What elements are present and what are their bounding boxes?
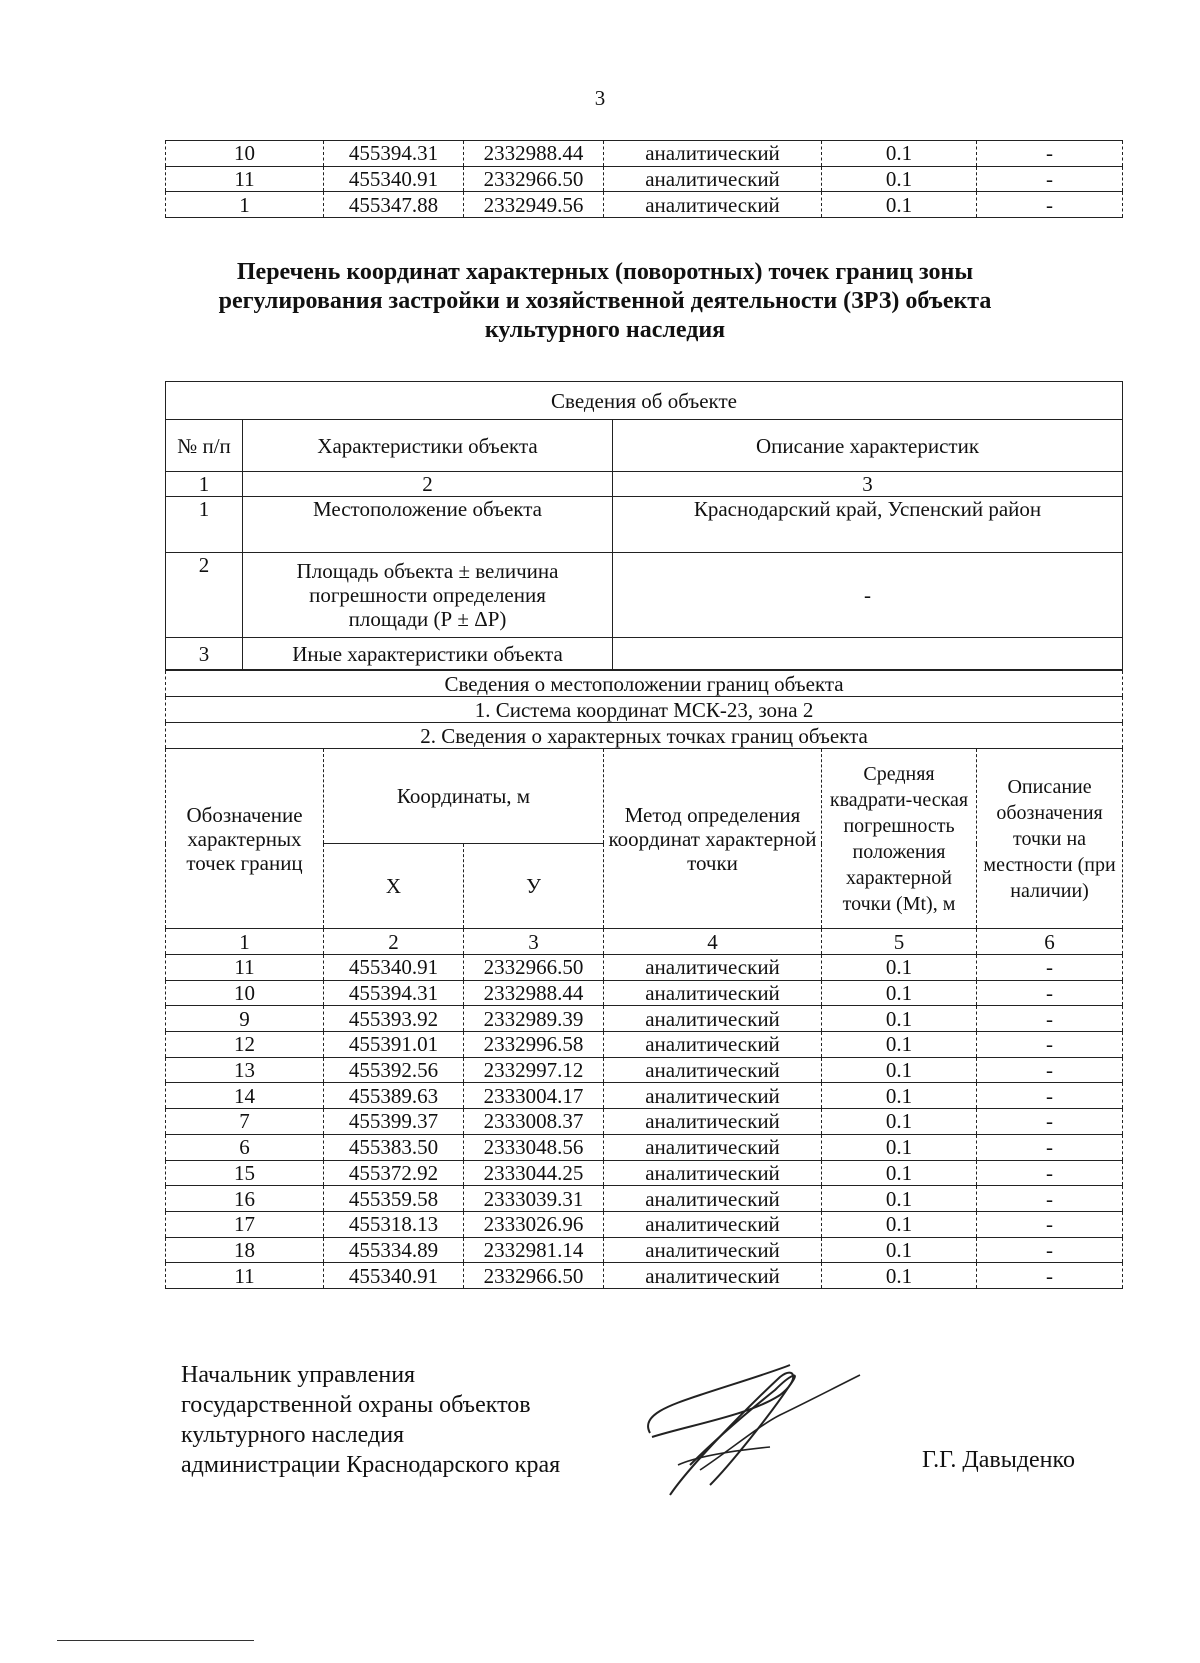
y-cell: 2332966.50 [464, 1263, 604, 1289]
x-cell: 455394.31 [324, 141, 464, 167]
table-row [166, 1134, 1123, 1160]
location-info-header: Сведения о местоположении границ объекта [166, 671, 1123, 697]
table-row [166, 1057, 1123, 1083]
x-cell: 455347.88 [324, 192, 464, 218]
point-id-cell: 12 [166, 1032, 324, 1058]
description-cell: - [977, 1211, 1123, 1237]
col-desc-header: Описание характеристик [613, 420, 1123, 472]
point-id-cell: 7 [166, 1109, 324, 1135]
y-cell: 2332949.56 [464, 192, 604, 218]
method-cell: аналитический [604, 1006, 822, 1032]
points-header: 2. Сведения о характерных точках границ объекта [166, 723, 1123, 749]
col-num-header: № п/п [166, 420, 243, 472]
method-cell: аналитический [604, 1237, 822, 1263]
index-cell: 3 [464, 929, 604, 955]
x-cell: 455372.92 [324, 1160, 464, 1186]
x-cell: 455340.91 [324, 166, 464, 192]
description-cell: - [977, 955, 1123, 981]
description-cell: - [977, 1006, 1123, 1032]
col-method-header: Метод определения координат характерной точки [604, 749, 822, 929]
object-info-table [165, 381, 1123, 670]
table-row [166, 955, 1123, 981]
error-cell: 0.1 [822, 1057, 977, 1083]
x-cell: 455392.56 [324, 1057, 464, 1083]
col-x-header: X [324, 844, 464, 929]
point-id-cell: 9 [166, 1006, 324, 1032]
row-name: Площадь объекта ± величина погрешности определения площади (Р ± ΔР) [243, 553, 613, 638]
table-row [166, 141, 1123, 167]
row-number: 3 [166, 638, 243, 670]
method-cell: аналитический [604, 1160, 822, 1186]
y-cell: 2333026.96 [464, 1211, 604, 1237]
method-cell: аналитический [604, 1263, 822, 1289]
table-row [166, 1032, 1123, 1058]
method-cell: аналитический [604, 1211, 822, 1237]
point-id-cell: 6 [166, 1134, 324, 1160]
error-cell: 0.1 [822, 1186, 977, 1212]
point-id-cell: 10 [166, 141, 324, 167]
x-cell: 455391.01 [324, 1032, 464, 1058]
method-cell: аналитический [604, 1109, 822, 1135]
x-cell: 455389.63 [324, 1083, 464, 1109]
point-id-cell: 1 [166, 192, 324, 218]
row-value: Краснодарский край, Успенский район [613, 497, 1123, 553]
y-cell: 2333004.17 [464, 1083, 604, 1109]
page-number: 3 [594, 86, 606, 110]
row-name: Местоположение объекта [243, 497, 613, 553]
table-row [166, 1186, 1123, 1212]
method-cell: аналитический [604, 166, 822, 192]
description-cell: - [977, 1237, 1123, 1263]
description-cell: - [977, 192, 1123, 218]
y-cell: 2332966.50 [464, 955, 604, 981]
error-cell: 0.1 [822, 1160, 977, 1186]
coordinate-system: 1. Система координат МСК-23, зона 2 [166, 697, 1123, 723]
error-cell: 0.1 [822, 192, 977, 218]
error-cell: 0.1 [822, 955, 977, 981]
point-id-cell: 10 [166, 980, 324, 1006]
y-cell: 2332981.14 [464, 1237, 604, 1263]
y-cell: 2332989.39 [464, 1006, 604, 1032]
y-cell: 2332966.50 [464, 166, 604, 192]
top-coordinates-table [165, 140, 1123, 218]
col-error-header: Средняя квадрати-ческая погрешность положения характерной точки (Мt), м [822, 749, 977, 929]
method-cell: аналитический [604, 1032, 822, 1058]
table-row [166, 1160, 1123, 1186]
method-cell: аналитический [604, 1083, 822, 1109]
description-cell: - [977, 1032, 1123, 1058]
description-cell: - [977, 1186, 1123, 1212]
error-cell: 0.1 [822, 1032, 977, 1058]
x-cell: 455383.50 [324, 1134, 464, 1160]
col-designation-header: Обозначение характерных точек границ [166, 749, 324, 929]
method-cell: аналитический [604, 192, 822, 218]
method-cell: аналитический [604, 1057, 822, 1083]
col-description-header: Описание обозначения точки на местности (при наличии) [977, 749, 1123, 929]
description-cell: - [977, 1057, 1123, 1083]
index-cell: 6 [977, 929, 1123, 955]
description-cell: - [977, 1109, 1123, 1135]
description-cell: - [977, 141, 1123, 167]
error-cell: 0.1 [822, 166, 977, 192]
y-cell: 2333039.31 [464, 1186, 604, 1212]
point-id-cell: 11 [166, 166, 324, 192]
error-cell: 0.1 [822, 1083, 977, 1109]
index-cell: 5 [822, 929, 977, 955]
index-cell: 2 [243, 472, 613, 497]
point-id-cell: 15 [166, 1160, 324, 1186]
col-coords-header: Координаты, м [324, 749, 604, 844]
col-y-header: У [464, 844, 604, 929]
row-name: Иные характеристики объекта [243, 638, 613, 670]
x-cell: 455359.58 [324, 1186, 464, 1212]
error-cell: 0.1 [822, 1211, 977, 1237]
table-row [166, 166, 1123, 192]
method-cell: аналитический [604, 141, 822, 167]
description-cell: - [977, 980, 1123, 1006]
method-cell: аналитический [604, 1186, 822, 1212]
table-row [166, 980, 1123, 1006]
point-id-cell: 13 [166, 1057, 324, 1083]
handwritten-signature [630, 1355, 870, 1515]
point-id-cell: 18 [166, 1237, 324, 1263]
index-cell: 1 [166, 929, 324, 955]
point-id-cell: 11 [166, 955, 324, 981]
table-row [166, 1109, 1123, 1135]
error-cell: 0.1 [822, 1237, 977, 1263]
index-cell: 2 [324, 929, 464, 955]
index-cell: 4 [604, 929, 822, 955]
error-cell: 0.1 [822, 1109, 977, 1135]
index-cell: 3 [613, 472, 1123, 497]
object-info-header: Сведения об объекте [166, 382, 1123, 420]
footnote-divider [57, 1640, 254, 1641]
error-cell: 0.1 [822, 1134, 977, 1160]
col-char-header: Характеристики объекта [243, 420, 613, 472]
table-row [166, 1006, 1123, 1032]
x-cell: 455340.91 [324, 1263, 464, 1289]
row-number: 2 [166, 553, 243, 638]
description-cell: - [977, 1083, 1123, 1109]
method-cell: аналитический [604, 955, 822, 981]
y-cell: 2333044.25 [464, 1160, 604, 1186]
boundary-points-table [165, 670, 1123, 1289]
y-cell: 2332997.12 [464, 1057, 604, 1083]
signature-title: Начальник управления государственной охраны объектов культурного наследия администрации Краснодарского края [181, 1362, 561, 1478]
x-cell: 455340.91 [324, 955, 464, 981]
table-row [166, 1211, 1123, 1237]
point-id-cell: 14 [166, 1083, 324, 1109]
x-cell: 455399.37 [324, 1109, 464, 1135]
y-cell: 2332996.58 [464, 1032, 604, 1058]
method-cell: аналитический [604, 1134, 822, 1160]
y-cell: 2333008.37 [464, 1109, 604, 1135]
row-value [613, 638, 1123, 670]
row-number: 1 [166, 497, 243, 553]
point-id-cell: 11 [166, 1263, 324, 1289]
y-cell: 2332988.44 [464, 980, 604, 1006]
x-cell: 455393.92 [324, 1006, 464, 1032]
y-cell: 2333048.56 [464, 1134, 604, 1160]
description-cell: - [977, 1134, 1123, 1160]
x-cell: 455318.13 [324, 1211, 464, 1237]
error-cell: 0.1 [822, 1006, 977, 1032]
description-cell: - [977, 1160, 1123, 1186]
error-cell: 0.1 [822, 980, 977, 1006]
description-cell: - [977, 1263, 1123, 1289]
table-row [166, 1237, 1123, 1263]
table-row [166, 192, 1123, 218]
y-cell: 2332988.44 [464, 141, 604, 167]
description-cell: - [977, 166, 1123, 192]
document-title: Перечень координат характерных (поворотных) точек границ зоны регулирования застройки и хозяйственной деятельности (ЗРЗ) объекта культурного наследия [218, 259, 992, 343]
point-id-cell: 16 [166, 1186, 324, 1212]
x-cell: 455334.89 [324, 1237, 464, 1263]
table-row [166, 1083, 1123, 1109]
error-cell: 0.1 [822, 1263, 977, 1289]
signatory-name: Г.Г. Давыденко [922, 1447, 1075, 1473]
error-cell: 0.1 [822, 141, 977, 167]
table-row [166, 1263, 1123, 1289]
index-cell: 1 [166, 472, 243, 497]
x-cell: 455394.31 [324, 980, 464, 1006]
row-value: - [613, 553, 1123, 638]
point-id-cell: 17 [166, 1211, 324, 1237]
method-cell: аналитический [604, 980, 822, 1006]
